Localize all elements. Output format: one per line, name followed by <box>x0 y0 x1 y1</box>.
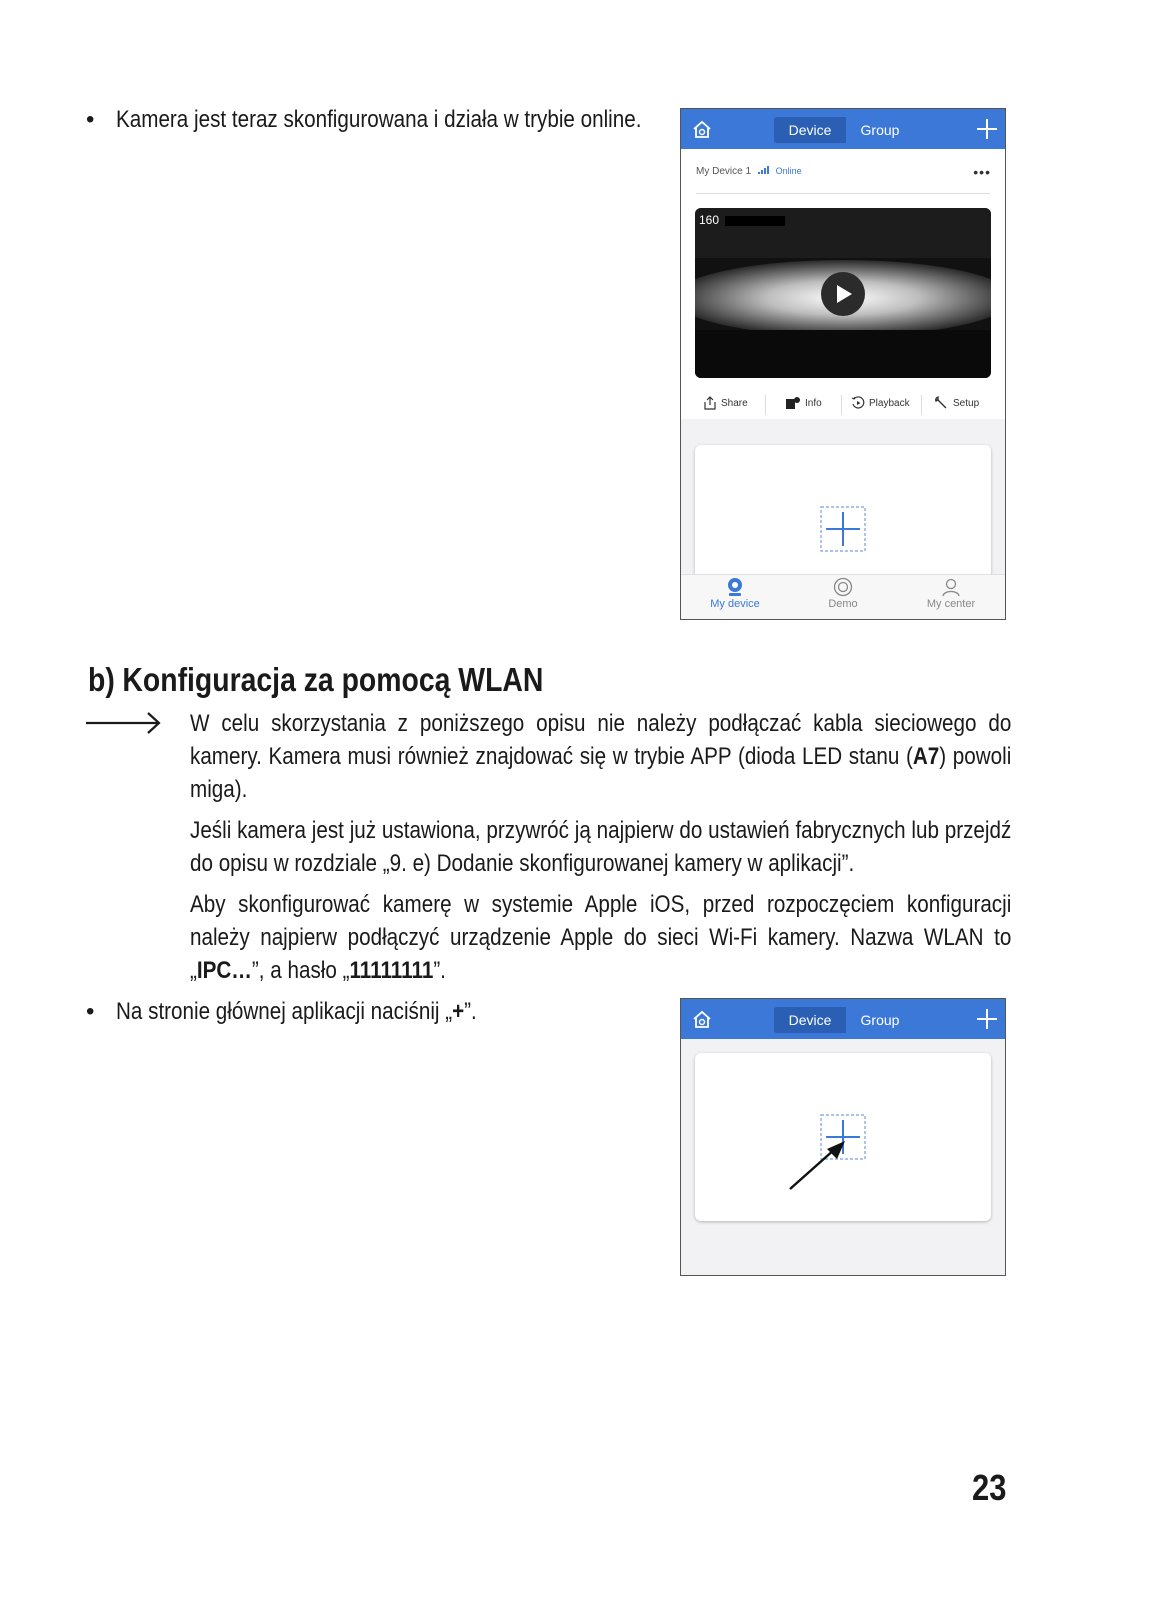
app-screenshot-online <box>680 108 1006 620</box>
bullet-text: Kamera jest teraz skonfigurowana i działa w trybie online. <box>116 106 642 133</box>
section-label: b) <box>88 661 115 698</box>
nav-my-device[interactable] <box>695 577 775 610</box>
section-heading-text <box>88 660 543 700</box>
plus-symbol: + <box>452 998 465 1025</box>
device-group-switch[interactable] <box>774 117 914 143</box>
add-device-icon[interactable] <box>820 506 866 552</box>
info-label: Info <box>805 398 822 409</box>
bullet-text-part: ”. <box>464 998 477 1025</box>
status-online: Online <box>775 166 802 176</box>
device-name-text: My Device 1 <box>696 166 752 177</box>
add-icon[interactable] <box>975 1007 999 1036</box>
demo-icon <box>833 577 853 597</box>
nav-demo[interactable] <box>803 577 883 610</box>
action-separator <box>921 395 922 415</box>
note-text: W celu skorzystania z poniższego opisu nie należy podłączać kabla sieciowego do kamery. Kamera musi również znajdować się w trybie APP (dioda LED stanu ( <box>190 710 1012 770</box>
share-label: Share <box>721 398 748 409</box>
playback-label: Playback <box>869 398 910 409</box>
user-icon <box>941 577 961 597</box>
home-icon <box>691 118 713 145</box>
page-number <box>972 1468 1012 1508</box>
home-icon <box>691 1008 713 1035</box>
app-top-bar <box>681 999 1005 1039</box>
section-title: Konfiguracja za pomocą WLAN <box>122 661 544 698</box>
nav-demo-label: Demo <box>828 598 858 610</box>
device-actions <box>681 389 1005 419</box>
tab-group[interactable]: Group <box>846 1007 914 1033</box>
timestamp: 160 <box>699 213 720 227</box>
setup-button[interactable] <box>935 389 979 419</box>
wrench-icon <box>935 396 949 410</box>
redacted-bar <box>725 216 785 226</box>
note-text: Aby skonfigurować kamerę w systemie Apple iOS, przed rozpoczęciem konfiguracji należy najpierw podłączyć urządzenie Apple do sieci Wi-Fi kamery. Nazwa WLAN to „ <box>190 891 1012 984</box>
note-paragraph-1 <box>190 707 1011 806</box>
page-number-text: 23 <box>972 1467 1007 1508</box>
device-group-switch[interactable] <box>774 1007 914 1033</box>
bullet-text-part: Na stronie głównej aplikacji naciśnij „ <box>116 998 453 1025</box>
playback-button[interactable] <box>851 389 910 419</box>
video-frame <box>695 208 991 378</box>
nav-my-center[interactable] <box>911 577 991 610</box>
playback-icon <box>851 396 865 410</box>
note-paragraph-2 <box>190 814 1011 880</box>
divider <box>696 193 990 194</box>
note-text: ) powoli miga). <box>190 743 1012 803</box>
app-top-bar <box>681 109 1005 149</box>
note-text: Jeśli kamera jest już ustawiona, przywróć ją najpierw do ustawień fabrycznych lub przejdź do opisu w rozdziale „9. e) Dodanie skonfigurowanej kamery w aplikacji”. <box>190 817 1012 877</box>
section-heading <box>88 660 618 700</box>
note-bold: A7 <box>912 743 940 770</box>
bullet-mark: • <box>86 106 95 133</box>
more-icon[interactable]: ••• <box>973 164 991 180</box>
info-button[interactable] <box>785 389 822 419</box>
note-text: ”, a hasło „ <box>251 957 350 984</box>
setup-label: Setup <box>953 398 980 409</box>
note-paragraph-3 <box>190 888 1011 987</box>
share-icon <box>703 396 717 410</box>
add-icon[interactable] <box>975 117 999 146</box>
bullet-mark: • <box>86 998 95 1025</box>
bullet-text <box>116 995 477 1028</box>
signal-icon <box>758 166 770 174</box>
share-button[interactable] <box>703 389 748 419</box>
wlan-name: IPC… <box>196 957 252 984</box>
tab-device[interactable]: Device <box>774 117 846 143</box>
note-arrow-icon <box>86 710 162 736</box>
action-separator <box>841 395 842 415</box>
video-preview[interactable] <box>695 208 991 378</box>
tab-device[interactable]: Device <box>774 1007 846 1033</box>
note-text: ”. <box>433 957 446 984</box>
nav-my-device-label: My device <box>710 598 760 610</box>
camera-icon <box>726 577 744 597</box>
device-name <box>696 166 802 177</box>
info-icon <box>785 396 801 410</box>
bottom-nav <box>681 574 1005 619</box>
nav-my-center-label: My center <box>926 598 976 610</box>
pointer-arrow-icon <box>787 1139 849 1193</box>
tab-group[interactable]: Group <box>846 117 914 143</box>
action-separator <box>765 395 766 415</box>
app-screenshot-add <box>680 998 1006 1276</box>
wlan-password: 11111111 <box>349 957 434 984</box>
